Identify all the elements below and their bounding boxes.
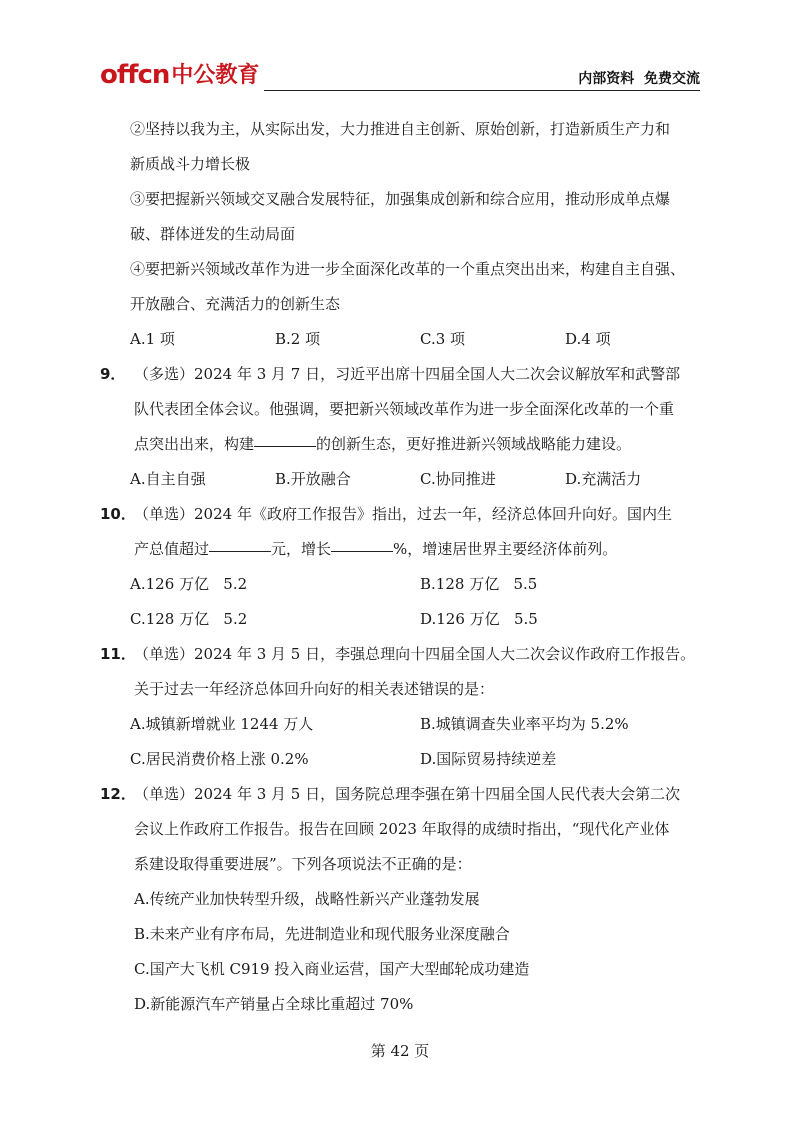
question-9 xyxy=(100,357,710,392)
statement-4-line1: ④要把新兴领域改革作为进一步全面深化改革的一个重点突出出来，构建自主自强、 xyxy=(130,260,686,278)
q10-options-row1 xyxy=(100,567,710,602)
question-10 xyxy=(100,497,710,532)
logo-english: offcn xyxy=(100,60,170,90)
q11-options-row1 xyxy=(100,707,710,742)
option-d[interactable]: D.新能源汽车产销量占全球比重超过 70% xyxy=(134,995,414,1013)
question-text: （单选）2024 年 3 月 5 日，国务院总理李强在第十四届全国人民代表大会第二次 xyxy=(134,785,681,803)
option-b[interactable]: B.128 万亿 5.5 xyxy=(420,575,538,593)
question-text: （单选）2024 年 3 月 5 日，李强总理向十四届全国人大二次会议作政府工作报告。 xyxy=(134,645,696,663)
option-a[interactable]: A.1 项 xyxy=(130,330,175,348)
question-12 xyxy=(100,777,710,812)
option-b[interactable]: B.城镇调查失业率平均为 5.2% xyxy=(420,715,629,733)
option-b[interactable]: B.2 项 xyxy=(275,330,321,348)
q9-options xyxy=(100,462,710,497)
option-a[interactable]: A.自主自强 xyxy=(130,470,206,488)
statement-2-line1: ②坚持以我为主，从实际出发，大力推进自主创新、原始创新，打造新质生产力和 xyxy=(130,120,671,138)
question-text: （单选）2024 年《政府工作报告》指出，过去一年，经济总体回升向好。国内生 xyxy=(134,505,672,523)
answer-blank xyxy=(331,550,393,552)
question-text: 会议上作政府工作报告。报告在回顾 2023 年取得的成绩时指出，“现代化产业体 xyxy=(134,820,670,838)
q11-options-row2 xyxy=(100,742,710,777)
question-number: 9． xyxy=(100,365,126,383)
question-text: 关于过去一年经济总体回升向好的相关表述错误的是： xyxy=(134,680,495,698)
question-text: （多选）2024 年 3 月 7 日，习近平出席十四届全国人大二次会议解放军和武警部 xyxy=(134,365,681,383)
option-c[interactable]: C.协同推进 xyxy=(420,470,496,488)
option-d[interactable]: D.4 项 xyxy=(565,330,611,348)
question-text: 产总值超过 元，增长 %，增速居世界主要经济体前列。 xyxy=(134,540,618,558)
question-text: 点突出出来，构建 的创新生态，更好推进新兴领域战略能力建设。 xyxy=(134,435,632,453)
option-c[interactable]: C.国产大飞机 C919 投入商业运营，国产大型邮轮成功建造 xyxy=(134,960,530,978)
q10-options-row2 xyxy=(100,602,710,637)
option-d[interactable]: D.国际贸易持续逆差 xyxy=(420,750,557,768)
statement-3-line1: ③要把握新兴领域交叉融合发展特征，加强集成创新和综合应用，推动形成单点爆 xyxy=(130,190,671,208)
header-note: 内部资料 免费交流 xyxy=(578,71,700,87)
option-c[interactable]: C.3 项 xyxy=(420,330,466,348)
page-number: 第 42 页 xyxy=(370,1042,430,1060)
statement-4-line2: 开放融合、充满活力的创新生态 xyxy=(130,295,341,313)
option-d[interactable]: D.充满活力 xyxy=(565,470,642,488)
header-rule xyxy=(264,90,700,91)
option-a[interactable]: A.传统产业加快转型升级，战略性新兴产业蓬勃发展 xyxy=(134,890,480,908)
option-d[interactable]: D.126 万亿 5.5 xyxy=(420,610,538,628)
answer-blank xyxy=(209,550,271,552)
question-number: 10． xyxy=(100,505,136,523)
offcn-logo xyxy=(100,60,259,88)
question-number: 12． xyxy=(100,785,136,803)
question-11 xyxy=(100,637,710,672)
option-a[interactable]: A.126 万亿 5.2 xyxy=(130,575,248,593)
page-header xyxy=(100,60,700,90)
option-c[interactable]: C.128 万亿 5.2 xyxy=(130,610,248,628)
option-b[interactable]: B.未来产业有序布局，先进制造业和现代服务业深度融合 xyxy=(134,925,510,943)
option-a[interactable]: A.城镇新增就业 1244 万人 xyxy=(130,715,314,733)
option-c[interactable]: C.居民消费价格上涨 0.2% xyxy=(130,750,309,768)
answer-blank xyxy=(254,445,316,447)
logo-chinese: 中公教育 xyxy=(171,63,260,88)
statement-3-line2: 破、群体迸发的生动局面 xyxy=(130,225,296,243)
page-content xyxy=(100,112,710,1022)
question-text: 系建设取得重要进展”。下列各项说法不正确的是： xyxy=(134,855,472,873)
statement-2-line2: 新质战斗力增长极 xyxy=(130,155,251,173)
question-number: 11． xyxy=(100,645,136,663)
question-text: 队代表团全体会议。他强调，要把新兴领域改革作为进一步全面深化改革的一个重 xyxy=(134,400,675,418)
option-b[interactable]: B.开放融合 xyxy=(275,470,351,488)
q8-options xyxy=(100,322,710,357)
